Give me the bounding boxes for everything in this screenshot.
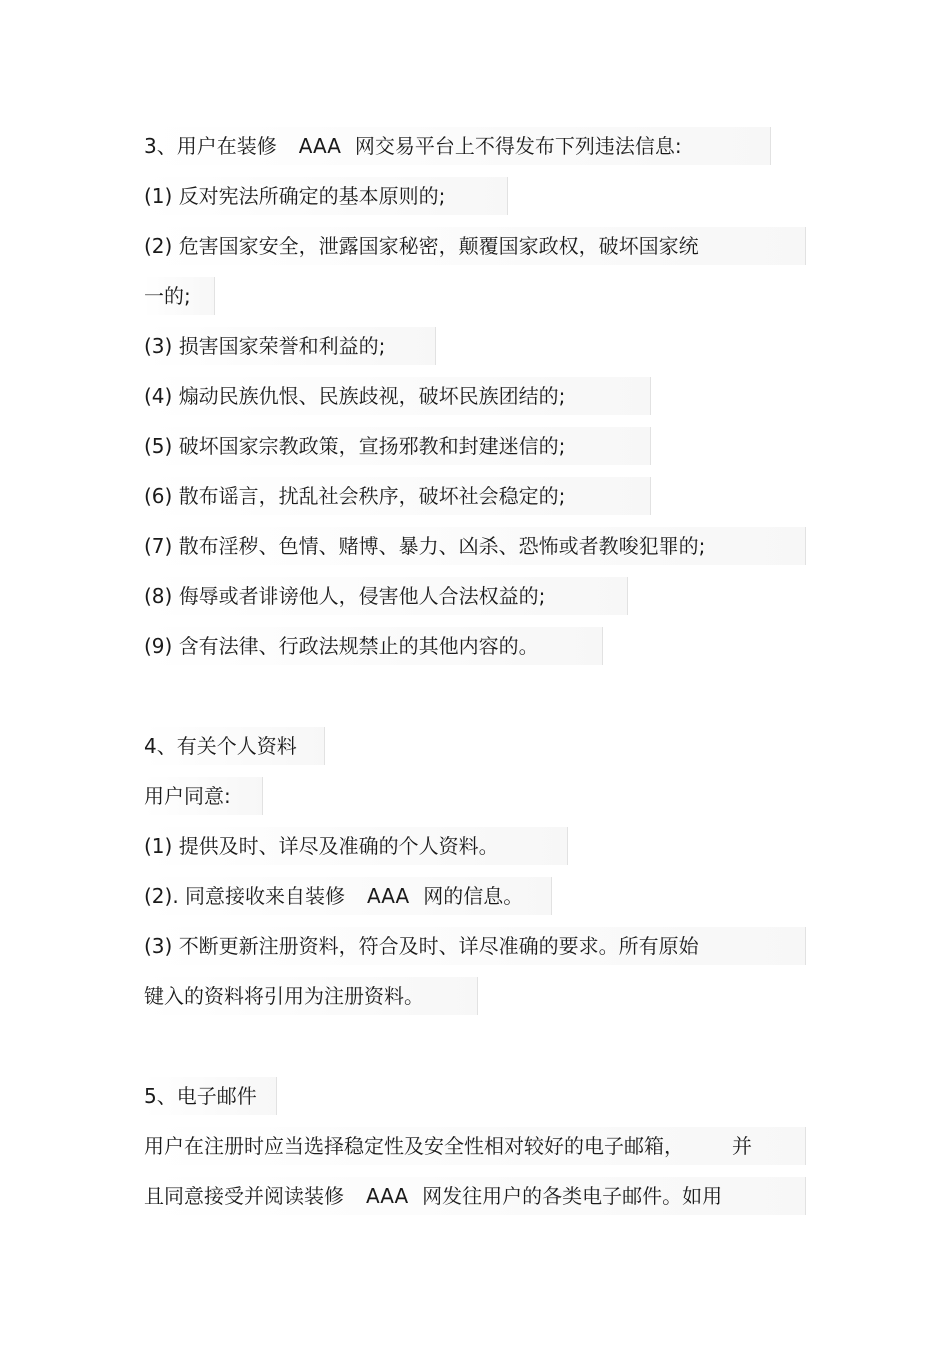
section5-line1-part2: 并 [732,1134,752,1158]
section3-item-5: (5) 破坏国家宗教政策，宣扬邪教和封建迷信的; [144,427,651,465]
section4-intro: 用户同意: [144,777,263,815]
section5-line2-part1: 且同意接受并阅读装修 [144,1184,344,1208]
section4-item-3: (3) 不断更新注册资料，符合及时、详尽准确的要求。所有原始 [144,927,806,965]
section5-paragraph-line-1 [144,1127,806,1165]
section3-item-4: (4) 煽动民族仇恨、民族歧视，破坏民族团结的; [144,377,651,415]
section4-item2-part1: (2). 同意接收来自装修 [144,884,346,908]
section3-item-3: (3) 损害国家荣誉和利益的; [144,327,436,365]
section4-item2-site-name: AAA [367,884,410,908]
section3-heading [144,127,771,165]
section4-item-2 [144,877,552,915]
section4-item-3-continued: 键入的资料将引用为注册资料。 [144,977,478,1015]
section3-item-1: (1) 反对宪法所确定的基本原则的; [144,177,508,215]
section3-item-7: (7) 散布淫秽、色情、赌博、暴力、凶杀、恐怖或者教唆犯罪的; [144,527,806,565]
section5-line2-part2: 网发往用户的各类电子邮件。如用 [422,1184,723,1208]
section5-line1-part1: 用户在注册时应当选择稳定性及安全性相对较好的电子邮箱， [144,1134,684,1158]
section3-heading-part1: 3、用户在装修 [144,134,277,158]
section3-item-2: (2) 危害国家安全，泄露国家秘密，颠覆国家政权，破坏国家统 [144,227,806,265]
section5-heading: 5、电子邮件 [144,1077,277,1115]
section5-paragraph-line-2 [144,1177,806,1215]
section3-item-2-continued: 一的; [144,277,215,315]
section3-item-6: (6) 散布谣言，扰乱社会秩序，破坏社会稳定的; [144,477,651,515]
section3-item-9: (9) 含有法律、行政法规禁止的其他内容的。 [144,627,603,665]
section4-item-1: (1) 提供及时、详尽及准确的个人资料。 [144,827,568,865]
section4-item2-part2: 网的信息。 [423,884,524,908]
section5-line2-site-name: AAA [366,1184,409,1208]
section4-heading: 4、有关个人资料 [144,727,325,765]
section3-heading-part2: 网交易平台上不得发布下列违法信息: [354,134,682,158]
section3-heading-site-name: AAA [298,134,341,158]
section3-item-8: (8) 侮辱或者诽谤他人，侵害他人合法权益的; [144,577,628,615]
